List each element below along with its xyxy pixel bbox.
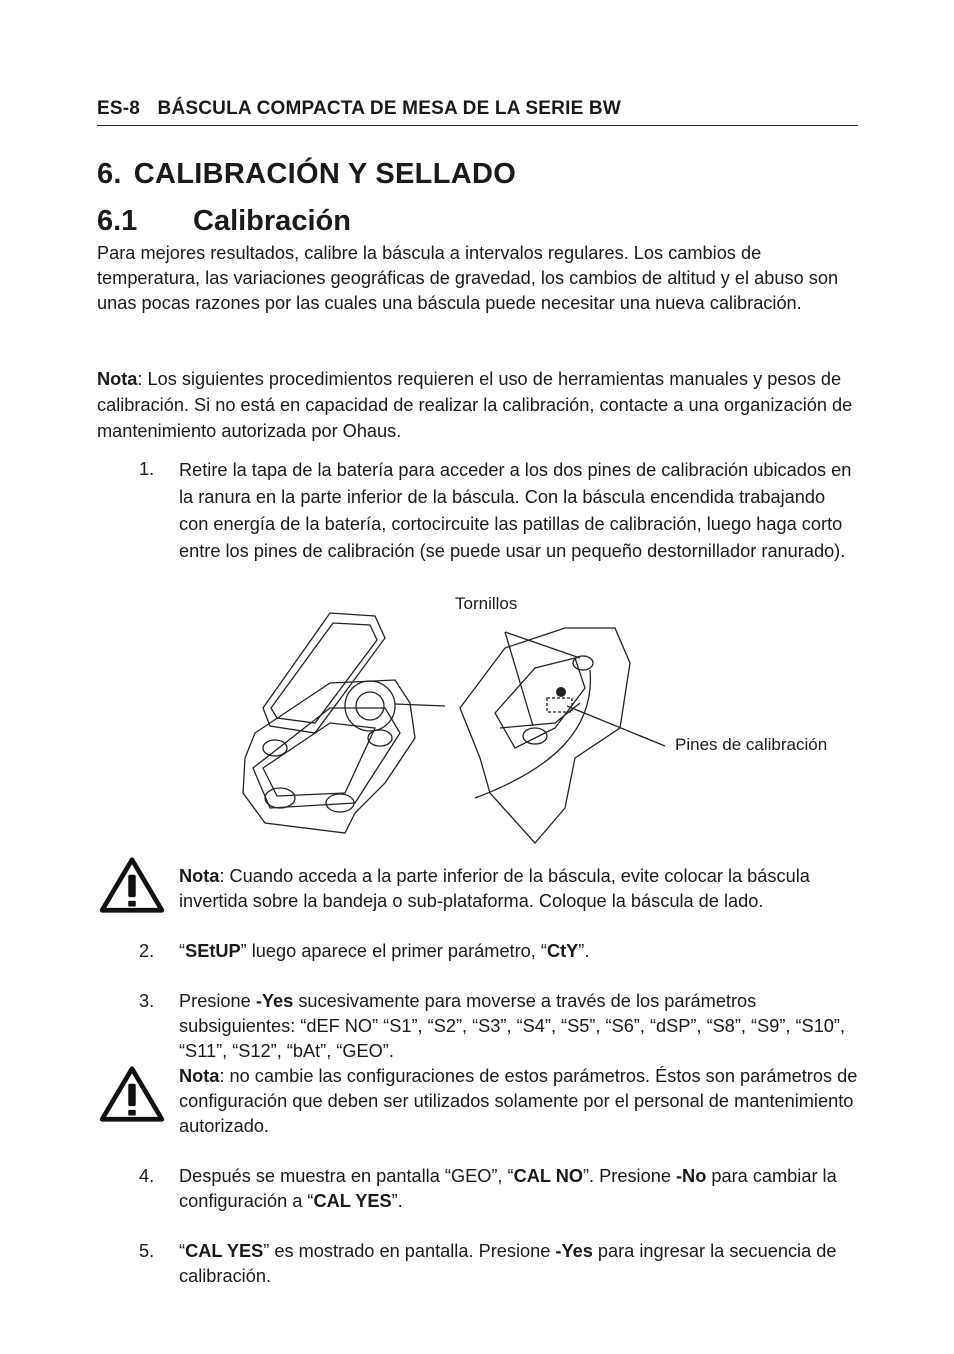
step-number: 3. (139, 991, 155, 1011)
subsection-number: 6.1 (97, 205, 138, 237)
scale-bottom-illustration (235, 608, 855, 848)
step-2 (97, 939, 857, 964)
note-paragraph (97, 366, 857, 444)
screws-label: Tornillos (455, 594, 518, 613)
note-text: : Los siguientes procedimientos requieren el uso de herramientas manuales y pesos de calibración. Si no está en capacidad de realizar la calibración, contacte a una organización de mantenimiento autorizada por Ohaus. (97, 369, 853, 441)
note-label: Nota (97, 369, 138, 389)
cal-yes-code: CAL YES (313, 1191, 392, 1211)
step-number: 5. (139, 1241, 155, 1261)
subsection-title: Calibración (193, 205, 351, 237)
no-key: -No (676, 1166, 707, 1186)
warning-note-1 (179, 864, 859, 914)
step-text: Después se muestra en pantalla “GEO”, “CAL NO”. Presione -No para cambiar la configuración a “CAL YES”. (179, 1166, 837, 1211)
cty-code: CtY (546, 941, 579, 961)
calibration-figure (235, 594, 855, 848)
section-number: 6. (97, 158, 122, 190)
warning-triangle-icon (97, 1065, 167, 1123)
page-number: ES-8 (97, 98, 141, 119)
calibration-pin (556, 687, 566, 697)
header-divider (97, 125, 858, 126)
step-text: “CAL YES” es mostrado en pantalla. Presione -Yes para ingresar la secuencia de calibración. (179, 1241, 837, 1286)
warning-note-1-text: : Cuando acceda a la parte inferior de la báscula, evite colocar la báscula invertida sobre la bandeja o sub-plataforma. Coloque la báscula de lado. (179, 866, 810, 911)
screw-1 (523, 728, 547, 744)
section-title: CALIBRACIÓN Y SELLADO (133, 158, 517, 190)
step-5 (97, 1239, 857, 1289)
step-1 (97, 457, 857, 587)
step-number: 4. (139, 1166, 155, 1186)
warning-note-1-label: Nota (179, 866, 220, 886)
step-3 (97, 989, 857, 1064)
warning-note-2-text: : no cambie las configuraciones de estos parámetros. Éstos son parámetros de configuración que deben ser utilizados solamente por el personal de mantenimiento autorizado. (179, 1066, 858, 1136)
pins-label: Pines de calibración (675, 735, 828, 754)
detail-outline (460, 628, 630, 843)
cal-yes-code: CAL YES (185, 1241, 264, 1261)
setup-code: SEtUP (185, 941, 241, 961)
step-number: 2. (139, 941, 155, 961)
warning-note-2 (179, 1064, 859, 1139)
yes-key: -Yes (555, 1241, 593, 1261)
step-text: Presione -Yes sucesivamente para moverse a través de los parámetros subsiguientes: “dEF NO” “S1”, “S2”, “S3”, “S4”, “S5”, “S6”, “dSP”, “S8”, “S9”, “S10”, “S11”, “S12”, “bAt”, “GEO”. (179, 991, 846, 1061)
section-heading (97, 158, 516, 191)
step-4 (97, 1164, 857, 1214)
warning-note-2-label: Nota (179, 1066, 220, 1086)
step-text: Retire la tapa de la batería para acceder a los dos pines de calibración ubicados en la ranura en la parte inferior de la báscula. Con la báscula encendida trabajando con energía de la batería, cortocircuite las patillas de calibración, luego haga corto entre los pines de calibración (se puede usar un pequeño destornillador ranurado). (179, 460, 852, 561)
warning-triangle-icon (97, 856, 167, 914)
header-title: BÁSCULA COMPACTA DE MESA DE LA SERIE BW (157, 98, 621, 119)
subsection-heading (97, 205, 351, 238)
step-number: 1. (139, 459, 155, 479)
intro-paragraph: Para mejores resultados, calibre la báscula a intervalos regulares. Los cambios de temperatura, las variaciones geográficas de gravedad, los cambios de altitud y el abuso son unas pocas razones por las cuales una báscula puede necesitar una nueva calibración. (97, 243, 839, 313)
running-header (97, 98, 621, 120)
yes-key: -Yes (255, 991, 294, 1011)
step-text: “SEtUP” luego aparece el primer parámetro, “CtY”. (179, 941, 590, 961)
cal-no-code: CAL NO (513, 1166, 583, 1186)
